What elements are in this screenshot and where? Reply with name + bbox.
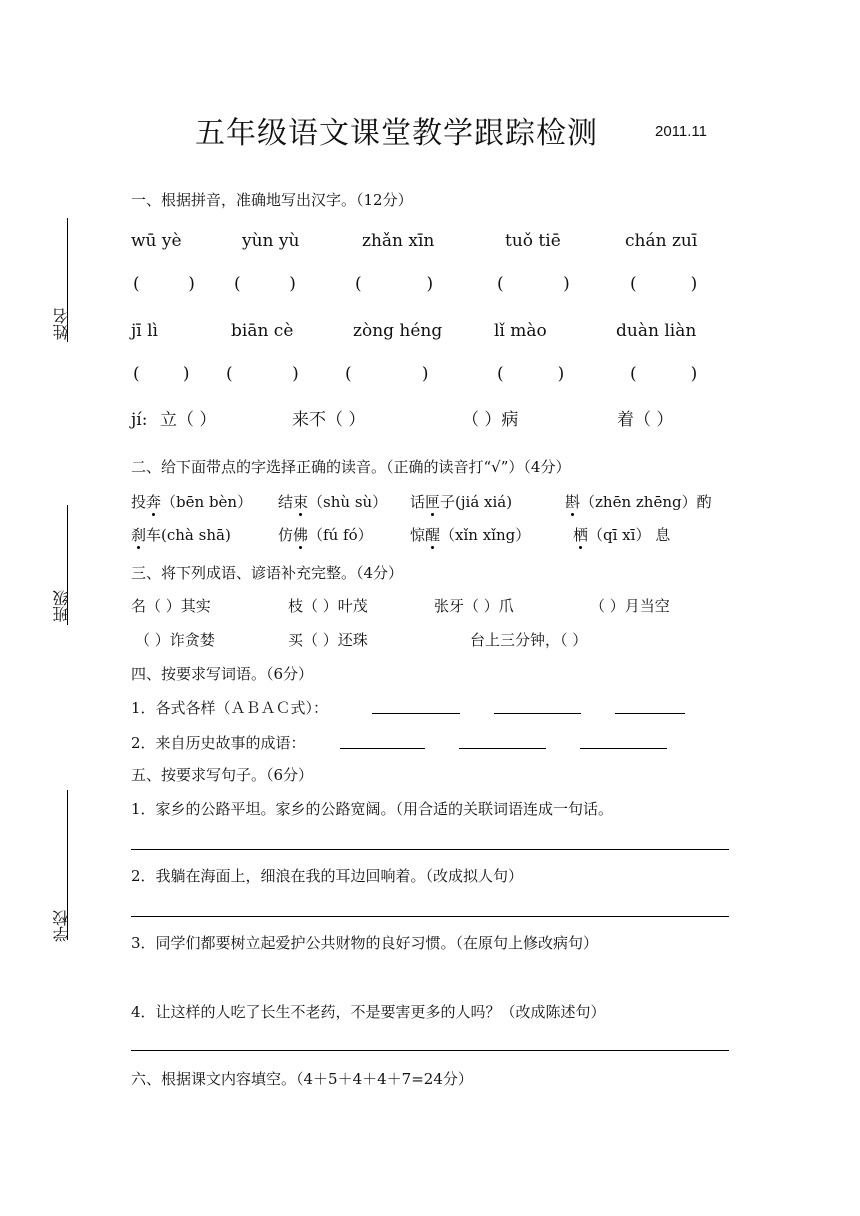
words-q1: 1．各式各样（ＡＢＡＣ式）： [131,699,329,717]
sentence-q1-answer-line[interactable] [131,849,729,850]
answer-box-1-5[interactable]: ( ) [630,274,698,294]
sentence-q4-answer-line[interactable] [131,1050,729,1051]
answer-box-2-4[interactable]: ( ) [497,364,565,384]
answer-box-2-3[interactable]: ( ) [345,364,429,384]
ji-item-3: （ ）病 [462,410,519,430]
idiom-1-3: 张牙（ ）爪 [434,597,514,615]
answer-box-2-1[interactable]: ( ) [133,364,190,384]
reading-item-1-1: 投奔（bēn bèn） [131,493,253,511]
ji-item-2: 来不（ ） [292,410,366,430]
sentence-q2-answer-line[interactable] [131,916,729,917]
sentence-q3: 3．同学们都要树立起爱护公共财物的良好习惯。（在原句上修改病句） [131,934,599,952]
page-title: 五年级语文课堂教学跟踪检测 [195,116,598,151]
words-q2-blank-1[interactable] [340,748,425,749]
words-q1-blank-2[interactable] [494,713,581,714]
pinyin-2-2: biān cè [231,321,294,341]
idiom-2-1: （ ）诈贪婪 [135,631,215,649]
words-q2-blank-3[interactable] [580,748,667,749]
name-label: 姓名 [52,308,71,340]
pinyin-2-1: jī lì [131,321,158,341]
words-q1-blank-1[interactable] [372,713,460,714]
class-label: 班级 [52,590,71,622]
section3-heading: 三、将下列成语、谚语补充完整。（4分） [131,564,404,582]
words-q1-blank-3[interactable] [615,713,685,714]
answer-box-2-5[interactable]: ( ) [630,364,698,384]
ji-item-1: 立（ ） [160,410,217,430]
idiom-1-4: （ ）月当空 [590,597,670,615]
exam-date: 2011.11 [655,123,707,140]
answer-box-1-2[interactable]: ( ) [234,274,296,294]
reading-item-2-2: 仿佛（fú fó） [278,526,373,544]
section1-heading: 一、根据拼音，准确地写出汉字。（12分） [131,191,413,209]
section2-heading: 二、给下面带点的字选择正确的读音。（正确的读音打“√”）（4分） [131,458,571,476]
pinyin-1-1: wū yè [131,231,182,251]
sentence-q1: 1．家乡的公路平坦。家乡的公路宽阔。（用合适的关联词语连成一句话。 [131,800,614,818]
words-q2-blank-2[interactable] [459,748,546,749]
sentence-q2: 2．我躺在海面上，细浪在我的耳边回响着。（改成拟人句） [131,867,524,885]
words-q2: 2．来自历史故事的成语： [131,734,306,752]
reading-item-2-3: 惊醒（xǐn xǐng） [410,526,531,544]
answer-box-2-2[interactable]: ( ) [226,364,299,384]
idiom-2-2: 买（ ）还珠 [288,631,368,649]
answer-box-1-3[interactable]: ( ) [355,274,434,294]
pinyin-1-4: tuǒ tiē [505,231,561,251]
idiom-2-3: 台上三分钟，（ ） [470,631,588,649]
school-label: 学校 [52,910,71,942]
sentence-q4: 4．让这样的人吃了长生不老药，不是要害更多的人吗？（改成陈述句） [131,1003,606,1021]
ji-item-4: 着（ ） [617,410,674,430]
pinyin-2-4: lǐ mào [494,321,547,341]
section4-heading: 四、按要求写词语。（6分） [131,665,314,683]
pinyin-2-5: duàn liàn [616,321,697,341]
ji-prefix: jí: [131,410,148,430]
reading-item-1-2: 结束（shù sù） [278,493,388,511]
pinyin-1-3: zhǎn xīn [362,231,435,251]
pinyin-1-5: chán zuī [625,231,698,251]
reading-item-1-4: 斟（zhēn zhēng）酌 [565,493,712,511]
section6-heading: 六、根据课文内容填空。（4＋5＋4＋4＋7=24分） [131,1070,473,1088]
idiom-1-2: 枝（ ）叶茂 [288,597,368,615]
pinyin-2-3: zòng héng [353,321,443,341]
reading-item-1-3: 话匣子(jiá xiá) [410,493,513,511]
pinyin-1-2: yùn yù [242,231,300,251]
section5-heading: 五、按要求写句子。（6分） [131,766,314,784]
idiom-1-1: 名（ ）其实 [131,597,211,615]
reading-item-2-1: 刹车(chà shā) [131,526,231,544]
answer-box-1-4[interactable]: ( ) [497,274,570,294]
answer-box-1-1[interactable]: ( ) [133,274,195,294]
reading-item-2-4: 栖（qī xī） 息 [573,526,671,544]
